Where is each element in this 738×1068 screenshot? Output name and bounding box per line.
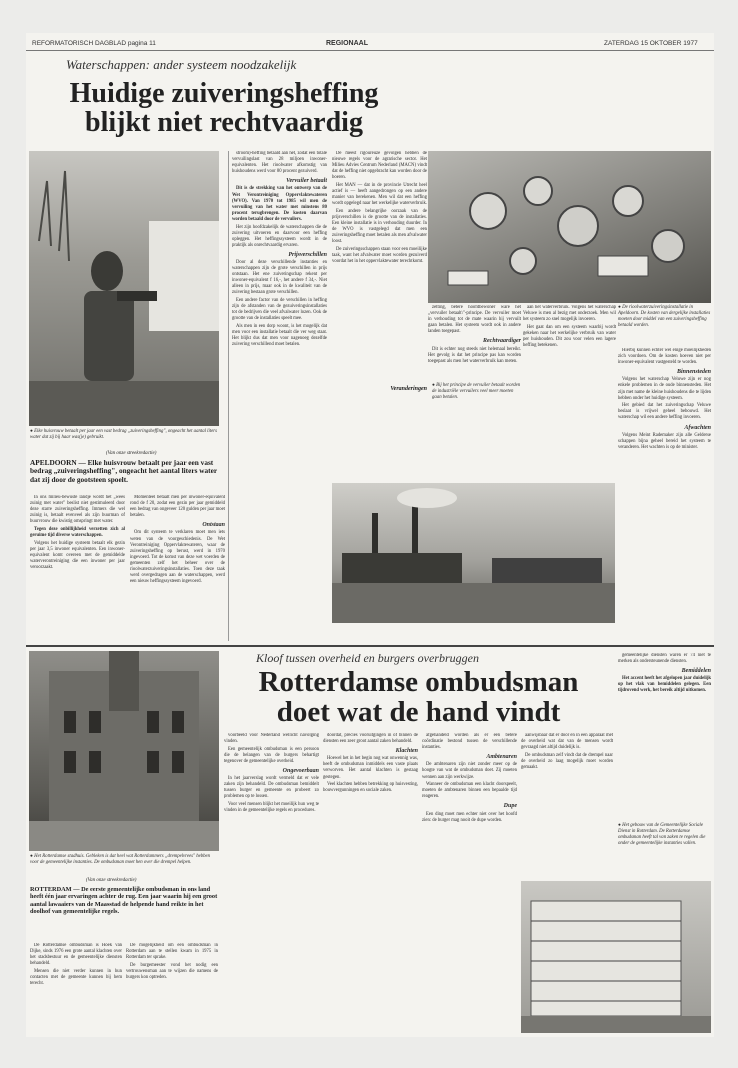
building-photo-illustration [521,881,711,1033]
article2-col4: doordat, precies vooruitgingen in of binnen de diensten een zeer groot aantal zaken behandeld. Klachten Hoewel het in het begin nog wat onwennig was, heeft de ombudsman inmiddels een vaste plaats verworven. Het aantal klachten is gestaag gestegen. Veel klachten hebben betrekking op huisvesting, bouwvergunningen en sociale zaken. [323,733,418,794]
article2-right-caption-text: Het gebouw van de Gemeentelijke Sociale Dienst in Rotterdam. De Rotterdamse ombudsman heeft tal van zaken te regelen die onder de gemeentelijke instanties vallen. [618,823,706,846]
article2-subhead-klachten: Klachten [395,748,418,755]
article2-col2: De mogelijkheid om een ombudsman in Rotterdam aan te stellen kwam in 1975 in Rotterdam ter sprake. De burgemeester vond het nodig een vertrouwensman aan te wijzen die namens de burgers kon optreden. [126,943,218,980]
article1-subhead-rechtvaardiger: Rechtvaardiger [483,338,521,345]
article1-col4: De meest rigoureuze gevolgen hebben de nieuwe regels voor de agrarische sector. Het Milieu Advies Centrum Nederland (MACN) vindt dat de heffing niet opgebracht kan worden door de boeren. Het MAN — dat in de provincie Utrecht heel actief is — heeft aangedrongen op een andere manier van berekenen. Men wil dat een heffing wordt opgelegd naar het werkelijke waterverbruik. Een andere belangrijke oorzaak van de prijsverschillen is de grootte van de installaties. Een kleine installatie is in verhouding duurder. In de WVO is vastgelegd dat men een zuiveringsheffing moet betalen als men afvalwater loost. De zuiveringsschappen staan voor een moeilijke taak, want het afvalwater moet worden gezuiverd voordat het in het oppervlaktewater terechtkomt. [332,151,427,265]
article1-headline-line1: Huidige zuiveringsheffing [69,78,379,109]
article2-subhead-ambtenaren: Ambtenaren [486,754,517,761]
article1-photo-caption2: ● Bij het principe de vervuiler betaalt worden de industriële vervuilers veel meer moeten gaan betalen. [432,383,521,400]
article1-col3: stroom)-heffing betaald aan het, zodat een totale vervuilingslast van 28 miljoen inwoner-equivalenten. Het rioolwater afkomstig van huishoudens werd voor 80 procent gezuiverd. Vervuiler betaalt Dit is de strekking van het ontwerp van de Wet Verontreiniging Oppervlaktewateren (WVO). Van 1970 tot 1985 wil men de vervuiling van het water met minstens 80 procent terugbrengen. De kosten daarvan worden betaald door de vervuilers. Het zijn hoofdzakelijk de waterschappen die de zuivering uitvoeren en daarvoor een heffing opleggen. Het heffingssysteem wordt in de praktijk als onrechtvaardig ervaren. Prijsverschillen Door al deze verschillende instanties en waterschappen zijn de grote verschillen in prijs ontstaan. Het ene zuiveringschap rekent per inwoner-equivalent f 16,-, het andere f 34,-. Niet alleen in prijs, maar ook in de kwaliteit van de zuivering bestaan grote verschillen. Een andere factor van de verschillen in heffing zijn de afstanden van de gezuiveringsinstallaties tot de bedrijven die veel afvalwater lozen. Ook de grootte van de installaties speelt mee. Als men in een dorp woont, is het mogelijk dat men voor een installatie betaalt die ver weg staat. Het blijkt dus dat men voor nagenoeg dezelfde zuivering verschillend moet betalen. [232,151,327,348]
article1-lead: APELDOORN — Elke huisvrouw betaalt per jaar een vast bedrag „zuiveringsheffing", ongeacht het aantal liters water dat zij door de gootsteen spoelt. [30,458,217,484]
housewife-photo-illustration [29,151,219,426]
article2-col3: voorbeeld voor Nederland wellicht navolging vinden. Een gemeentelijk ombudsman is een persoon die de belangen van de burgers behartigt tegenover de gemeentelijke overheid. Ongevoerbaan In het jaarverslag wordt vermeld dat er vele zaken zijn behandeld. De ombudsman bemiddelt tussen burger en gemeente en probeert zo problemen op te lossen. Voor veel mensen blijkt het moeilijk hun weg te vinden in de gemeentelijke regels en procedures. [224,733,319,814]
article1-photo-housewife [29,151,219,426]
article1-kicker: Waterschappen: ander systeem noodzakelijk [66,57,297,72]
article1-right-caption-text: De rioolwaterzuiveringsinstallatie in Apeldoorn. De kosten van dergelijke installaties moeten door middel van een zuiveringsheffing betaald worden. [618,305,711,328]
article2-col6: aanwijsbaar dat er door en in een apparaat met de overheid wat dat van de mensen wordt gevraagd niet altijd duidelijk is. De ombudsman zelf vindt dat de drempel naar de overheid zo laag mogelijk moet worden gemaakt. [521,733,613,770]
cityhall-photo-illustration [29,651,219,851]
article2-right-caption: ● Het gebouw van de Gemeentelijke Sociale Dienst in Rotterdam. De Rotterdamse ombudsman heeft tal van zaken te regelen die onder de gemeentelijke instanties vallen. [618,823,706,846]
article2-subhead-bemiddelen: Bemiddelen [681,668,711,675]
article1-right-caption: ● De rioolwaterzuiveringsinstallatie in Apeldoorn. De kosten van dergelijke installaties moeten door middel van een zuiveringsheffing betaald worden. [618,305,711,328]
article1-subhead-ontstaan: Ontstaan [202,522,225,529]
article2-photo-caption-text: Het Rotterdamse stadhuis. Gebleken is dat heel wat Rotterdammers „drempelvrees" hebben voor de gemeentelijke instanties. De ombudsman moet hen over die drempel helpen. [30,854,211,865]
article1-subhead-binnensteden: Binnensteden [676,369,711,376]
article1-col7: Hierbij kunnen echter wel enige moeilijkheden zich voordoen. Om de kosten hoeven niet per inwoner-equivalent vastgesteld te worden. Binnensteden Volgens het waterschap Veluwe zijn er nog enkele problemen in de oude binnensteden. Het zijn met name de kleine huishoudens die te lijden hebben onder het huidige systeem. Het gebied dat het zuiveringschap Veluwe beslaat is vrijwel geheel bebouwd. Het waterschap wil een andere heffing invoeren. Afwachten Volgens Meint Rademaker zijn alle Gelderse schappen bijna geheel bereid het systeem te veranderen. Het wachten is op de minister. [618,348,711,450]
article1-photo-caption: ● Elke huisvrouw betaalt per jaar een vast bedrag „zuiveringsheffing", ongeacht het aantal liters water dat zij bij haar was(je) gebruikt. [30,429,218,440]
masthead-date: ZATERDAG 15 OKTOBER 1977 [604,40,698,47]
article1-col4-spacer [332,453,427,481]
article1-col5: zetting, betere hoofdbewoner ware het „vervuiler betaalt\"-principe. De vervuiler moet in verhouding tot de mate waarin hij vervuilt gaan betalen. Het systeem wordt ook in andere landen toegepast. Rechtvaardiger Dit is echter nog steeds niet helemaal bereikt. Het gevolg is dat het principe pas kan worden toegepast als men het waterverbruik kan meten. [428,305,521,364]
article2-headline-line1: Rotterdamse ombudsman [258,666,579,698]
article1-photo-caption-text: Elke huisvrouw betaalt per jaar een vast bedrag „zuiveringsheffing", ongeacht het aantal liters water dat zij bij haar was(je) gebruikt. [30,429,218,440]
masthead-section: REGIONAAL [326,40,368,47]
masthead-left: REFORMATORISCH DAGBLAD pagina 11 [32,40,156,47]
article2-kicker: Kloof tussen overheid en burgers overbruggen [256,651,479,665]
article1-col6: aan het waterverbruik. Volgens het waterschap Veluwe is men al bezig met onderzoek. Men wil het systeem zo snel mogelijk invoeren. Het gaat dan om een systeem waarbij wordt gekeken naar het werkelijke verbruik van water per huishouden. Dit zou voor velen een lagere heffing betekenen. [523,305,616,349]
article2-photo-building [521,881,711,1033]
industry-photo-illustration [332,483,615,623]
article1-photo-industry [332,483,615,623]
article2-headline [221,667,616,728]
article2-col5: afgehandeld worden als er een betere coördinatie bestond tussen de verschillende instanties. Ambtenaren De ambtenaren zijn niet zonder meer op de hoogte van wat de ombudsman doet. Zij moeten wennen aan zijn werkwijze. Wanneer de ombudsman een klacht doorspeelt, moeten de ambtenaren binnen een bepaalde tijd reageren. Dupe Een ding moet men echter niet over het hoofd zien: de burger mag nooit de dupe worden. [422,733,517,823]
article2-col7: gemeentelijke diensten waren er 74 niet te merken als ondersteunende diensten. Bemiddelen Het accent heeft het afgelopen jaar duidelijk op het vlak van bemiddelen gelegen. Een tijdrovend werk, het bereik altijd uitkomen. [618,653,711,694]
article1-byline: (Van onze streekredactie) [106,451,157,456]
masthead-rule [26,50,714,51]
article2-photo-caption: ● Het Rotterdamse stadhuis. Gebleken is dat heel wat Rotterdammers „drempelvrees" hebben voor de gemeentelijke instanties. De ombudsman moet hen over die drempel helpen. [30,854,211,865]
article1-col2: Momenteel betaalt men per inwoner-equivalent rond de f 20, zodat een gezin per jaar gemiddeld een bedrag van ongeveer 120 gulden per jaar moet betalen. Ontstaan Om dit systeem te verklaren moet men iets weten van de voorgeschiedenis. De Wet Verontreiniging Oppervlaktewateren, waar de zuiveringsheffing op berust, werd in 1970 ingevoerd. Tot de komst van deze wet voerden de gemeenten zelf het beheer over de rioolwaterzuiveringsinstallaties. Toen deze taak werd overgedragen aan de waterschappen, werd een nieuw heffingssysteem ingevoerd. [130,495,225,585]
article1-headline [44,79,404,138]
article2-subhead-ongevoerbaan: Ongevoerbaan [282,767,319,774]
aerial-plant-illustration [428,151,711,303]
article1-col1-intro: In ons milieu-bewuste landje wordt het „wees zuinig met water" beslist niet gestimuleerd door deze starre zuiveringsheffing. Immers die wel zuinig is, betaalt evenveel als zijn buurman of buurvrouw die kwistig omspringt met water. [30,495,125,525]
column-divider [228,151,229,641]
article1-photo-caption2-text: Bij het principe de vervuiler betaalt worden de industriële vervuilers veel meer moeten gaan betalen. [432,383,521,400]
article2-photo-cityhall [29,651,219,851]
article1-col1: In ons milieu-bewuste landje wordt het „wees zuinig met water" beslist niet gestimuleerd door deze starre zuiveringsheffing. Immers die wel zuinig is, betaalt evenveel als zijn buurman of buurvrouw die kwistig omspringt met water. Tegen deze onbillijkheid verzetten zich al geruime tijd diverse waterschappen. Volgens het huidige systeem betaalt elk gezin per jaar 3,5 inwoner equivalenten. Een inwoner-equivalent komt overeen met de gemiddelde waterverontreiniging die een inwoner per jaar veroorzaakt. [30,495,125,571]
article1-subhead-vervuiler: Vervuiler betaalt [286,178,327,185]
article2-col1: De Rotterdamse ombudsman is Hoek van Dijke, sinds 1976 een grote aantal klachten over het stadsbestuur en de gemeentelijke diensten behandeld. Mensen die niet verder kunnen in hun contacten met de gemeente kunnen bij hem terecht. [30,943,122,987]
article2-headline-line2: doet wat de hand vindt [276,696,561,729]
article1-subhead-afwachten: Afwachten [684,424,711,431]
article1-photo-aerial [428,151,711,303]
newspaper-page [26,33,714,1037]
article-divider [26,645,714,647]
article1-col1-bold: Tegen deze onbillijkheid verzetten zich al geruime tijd diverse waterschappen. [30,526,125,539]
article2-byline: (Van onze streekredactie) [86,878,137,883]
article1-subhead-prijsverschillen: Prijsverschillen [288,251,327,258]
article2-subhead-dupe: Dupe [503,803,517,810]
article1-headline-line2: blijkt niet rechtvaardig [85,107,363,139]
article1-subhead-veranderingen: Veranderingen [390,386,427,392]
article2-lead: ROTTERDAM — De eerste gemeentelijke ombudsman in ons land heeft één jaar ervaringen achter de rug. Een jaar waarin hij een groot aantal lawaaiers van de Maasstad de helpende hand reikte in het doolhof van gemeentelijke regels. [30,886,218,916]
